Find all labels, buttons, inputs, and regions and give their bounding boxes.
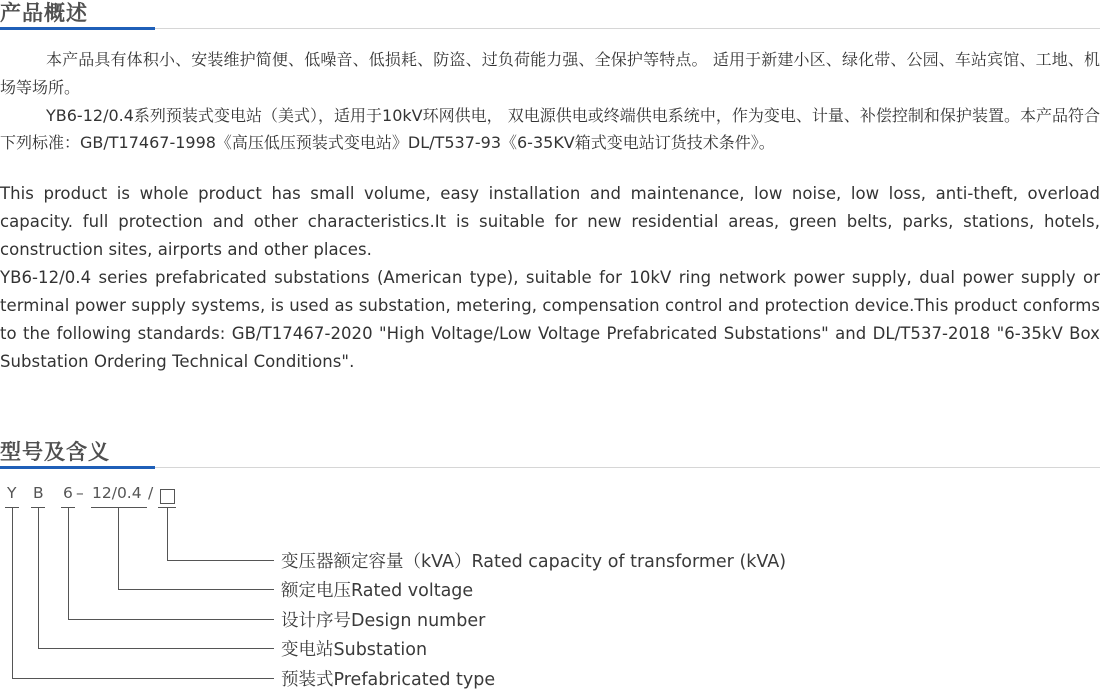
overview-en-text bbox=[0, 180, 1100, 376]
overview-cn-text bbox=[0, 46, 1100, 157]
leader-horizontal-prefab bbox=[12, 678, 274, 679]
leader-vertical-design bbox=[68, 507, 69, 619]
legend-prefabricated-type: 预装式Prefabricated type bbox=[281, 670, 496, 690]
section-accent-bar bbox=[0, 27, 155, 30]
overview-cn-paragraph-1: 本产品具有体积小、安装维护简便、低噪音、低损耗、防盗、过负荷能力强、全保护等特点。 适用于新建小区、绿化带、公园、车站宾馆、工地、机场等场所。 bbox=[0, 50, 1100, 97]
overview-cn-paragraph-2: YB6-12/0.4系列预装式变电站（美式），适用于10kV环网供电， 双电源供电或终端供电系统中，作为变电、计量、补偿控制和保护装置。本产品符合下列标准：GB/T17467-1998《高压低压预装式变电站》DL/T537-93《6-35KV箱式变电站订货技术条件》。 bbox=[0, 105, 1100, 153]
model-code-slash: / bbox=[148, 484, 154, 502]
leader-horizontal-voltage bbox=[118, 589, 274, 590]
legend-rated-voltage: 额定电压Rated voltage bbox=[281, 581, 474, 601]
legend-substation: 变电站Substation bbox=[281, 640, 428, 660]
section-title-overview: 产品概述 bbox=[0, 1, 88, 25]
leader-horizontal-design bbox=[68, 619, 274, 620]
model-code-capacity-box bbox=[160, 489, 175, 504]
model-code-voltage: 12/0.4 bbox=[92, 484, 142, 502]
model-code-6: 6 bbox=[63, 484, 73, 502]
underline-voltage bbox=[91, 507, 147, 508]
leader-vertical-capacity bbox=[167, 507, 168, 560]
model-code-b: B bbox=[33, 484, 44, 502]
leader-vertical-prefab bbox=[12, 507, 13, 678]
section-header-model bbox=[0, 439, 1100, 468]
leader-vertical-substation bbox=[38, 507, 39, 648]
overview-en-paragraph-1: This product is whole product has small volume, easy installation and maintenance, low noise, low loss, anti-theft, overload capacity. full protection and other characteristics.It is suitable for new residential areas, green belts, parks, stations, hotels, construction sites, airports and other places. bbox=[0, 184, 1100, 259]
section-accent-bar bbox=[0, 466, 155, 469]
model-code-y: Y bbox=[7, 484, 17, 502]
leader-vertical-voltage bbox=[118, 507, 119, 589]
legend-rated-capacity: 变压器额定容量（kVA）Rated capacity of transformer (kVA) bbox=[281, 552, 787, 572]
leader-horizontal-substation bbox=[38, 648, 274, 649]
legend-design-number: 设计序号Design number bbox=[281, 611, 486, 631]
leader-horizontal-capacity bbox=[167, 560, 274, 561]
model-code-dash: – bbox=[76, 484, 84, 502]
section-header-overview bbox=[0, 0, 1100, 29]
overview-en-paragraph-2: YB6-12/0.4 series prefabricated substations (American type), suitable for 10kV ring network power supply, dual power supply or terminal power supply systems, is used as substation, metering, compensation control and protection device.This product conforms to the following standards: GB/T17467-2020 "High Voltage/Low Voltage Prefabricated Substations" and DL/T537-2018 "6-35kV Box Substation Ordering Technical Conditions". bbox=[0, 268, 1100, 371]
section-title-model: 型号及含义 bbox=[0, 440, 110, 464]
